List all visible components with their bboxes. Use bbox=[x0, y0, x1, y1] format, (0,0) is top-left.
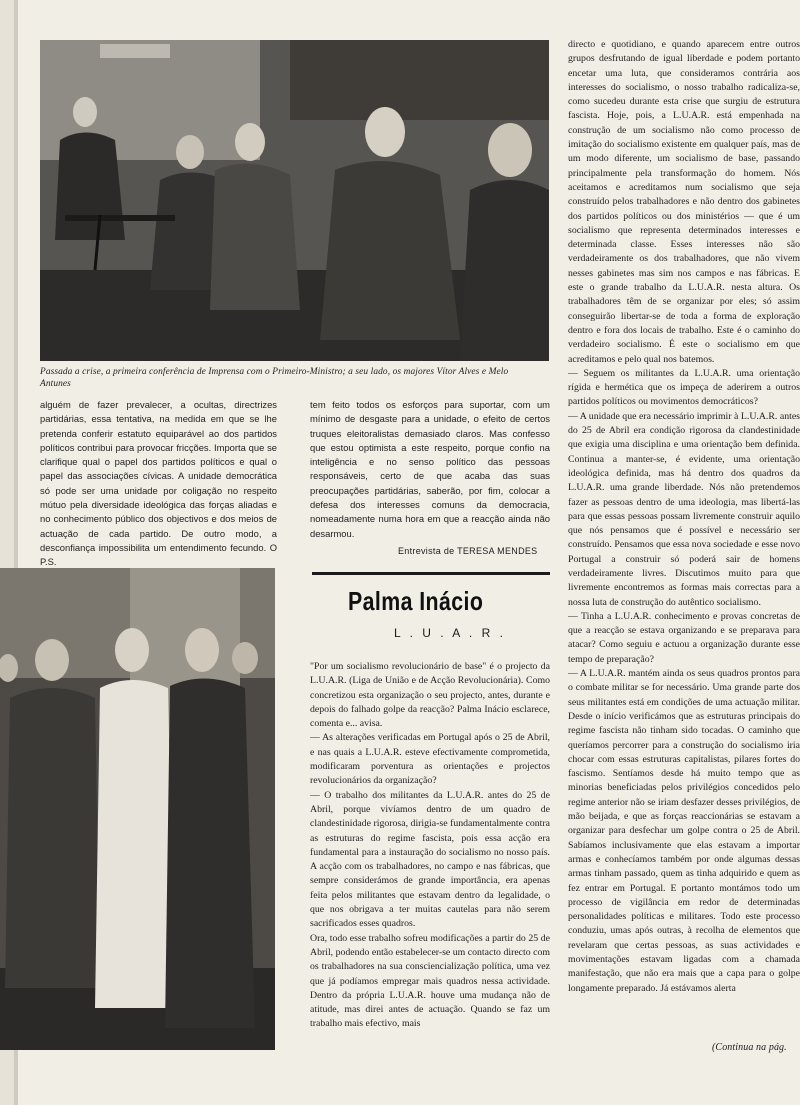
article-right-column: directo e quotidiano, e quando aparecem entre outros grupos desfrutando de igual liberdade e podem portanto encetar uma luta, que consideramos contrária aos interesses do socialismo, o nosso trabalho radicaliza-se, como sucedeu durante esta crise que surgiu de estrutura fascista. Hoje, pois, a L.U.A.R. está empenhada na construção de um socialismo não como processo de imitação do socialismo existente em qualquer país, mas de um modo diferente, um socialismo de base, passando principalmente pela transformação do homem. Nós aceitamos e acreditamos num socialismo que seja construído pelos trabalhadores e não dentro dos gabinetes dos partidos políticos ou dos ministérios — que é um socialismo que representa determinados interesses e determinada classe. Esses interesses não são verdadeiramente os dos trabalhadores, que não vivem nesses gabinetes mas sim nos campos e nas fábricas. E este o grande trabalho da L.U.A.R. nesta altura. Os trabalhadores têm de se organizar por eles; só assim conseguirão libertar-se de toda a forma de exploração dentro e fora dos locais de trabalho. Este é o caminho do verdadeiro socialismo. É este o socialismo em que acreditamos e pelo qual nos batemos. — Seguem os militantes da L.U.A.R. uma orientação rígida e hermética que os impeça de aderirem a outros partidos políticos ou movimentos democráticos? — A unidade que era necessário imprimir à L.U.A.R. antes do 25 de Abril era condição rigorosa da clandestinidade que exigia uma disciplina e uma orientação bem definida. Continua a manter-se, é evidente, uma orientação ideológica definida, mas há dentro dos quadros da L.U.A.R. uma grande liberdade. Nós não pretendemos fazer as pessoas dentro de uma ideologia, mas libertá-las para que essas pessoas possam livremente construir aquilo que nós pensamos que é possível e necessário ser construído. Pensamos que essa nova sociedade e esse novo Portugal a construir só poderá sair de homens verdadeiramente livres. Discutimos muito para que livremente encontremos as formas mais correctas para a nossa luta de construção do autêntico socialismo. — Tinha a L.U.A.R. conhecimento e provas concretas de que a reacção se estava organizando e se preparava para atacar? Como seguiu e actuou a organização durante esse tempo de preparação? — A L.U.A.R. mantém ainda os seus quadros prontos para o combate militar se for necessário. Uma grande parte dos seus militantes está em condições de uma actuação militar. Desde o início verificámos que as estruturas principais do regime fascista não tinham sido tocadas. O caminho que queríamos percorrer para a construção do socialismo iria chocar com essas estruturas capitalistas, pilares fortes do fascismo. Sentíamos desde há muito tempo que as minorias beneficiadas pelos privilégios concedidos pelo regime anterior não se iriam desfazer desses privilégios, de mão beijada, e que as forças reaccionárias se estavam a organizar para desfechar um golpe contra o 25 de Abril. Sabíamos inclusivamente que elas estavam a importar armas e conhecíamos também por onde algumas dessas armas tinham passado, quem as tinha adquirido e quem as fez entrar em Portugal. E portanto montámos todo um processo de vigilância em redor de determinadas personalidades políticas e militares. Todo este processo conduziu, umas após outras, à recolha de elementos que revelaram que certas pessoas, as suas actividades e movimentações estavam ligadas com a chamada manifestação, que não era mais que a capa para o golpe longamente preparado. Já estávamos alerta bbox=[568, 39, 800, 994]
interview-byline: Entrevista de TERESA MENDES bbox=[398, 546, 538, 556]
palma-inacio-photo bbox=[0, 568, 275, 1050]
article-body-column: "Por um socialismo revolucionário de base" é o projecto da L.U.A.R. (Liga de União e de Acção Revolucionária). Como concretizou esta organização o seu projecto, antes, durante e depois do falhado golpe da reacção? Palma Inácio esclarece, comenta e... avisa. — As alterações verificadas em Portugal após o 25 de Abril, e nas quais a L.U.A.R. esteve efectivamente comprometida, modificaram porventura as orientações e projectos revolucionários da organização? — O trabalho dos militantes da L.U.A.R. antes do 25 de Abril, porque vivíamos dentro de um quadro de clandestinidade rigorosa, dirigia-se fundamentalmente contra as estruturas do regime fascista, pois essa acção era fundamental para a instauração do socialismo no nosso país. A acção com os trabalhadores, no campo e nas fábricas, que sempre considerámos de grande importância, era apenas feita pelos militantes que estavam dentro da legalidade, o que nos obrigava a ter muitas cautelas para não serem sacrificados esses quadros. Ora, todo esse trabalho sofreu modificações a partir do 25 de Abril, podendo então estabelecer-se um contacto directo com os trabalhadores na sua consciencialização política, uma vez que já podíamos empregar mais quadros nessa actividade. Dentro da própria L.U.A.R. houve uma mudança não de atitude, mas direi antes de actuação. Quando se faz um trabalho mais efectivo, mais bbox=[310, 661, 550, 1030]
article-subhead: L . U . A . R . bbox=[394, 626, 506, 640]
officers-illustration bbox=[0, 568, 275, 1050]
press-conference-illustration bbox=[40, 40, 549, 361]
interview-column-1: alguém de fazer prevalecer, a ocultas, directrizes partidárias, essa tentativa, na medida em que se lhe pretenda conferir estatuto equiparável ao dos partidos políticos contribui para provocar fricções. Importa que se clarifique qual o papel dos partidos políticos e qual o papel das associações cívicas. A unidade democrática só pode ser uma unidade por coligação no respeito mútuo pela diversidade ideológica das forças aliadas e no conhecimento público dos objectivos e dos meios de actuação de cada partido. De outro modo, a desconfiança impossibilita um entendimento fecundo. O P.S. bbox=[40, 399, 277, 568]
article-headline: Palma Inácio bbox=[348, 586, 484, 616]
press-conference-photo bbox=[40, 40, 549, 361]
interview-column-2: tem feito todos os esforços para suportar, com um mínimo de desgaste para a unidade, o efeito de certos truques eleitoralistas demasiado claros. Mas confesso que estou optimista a este respeito, porque confio na inteligência e no senso político das pessoas responsáveis, certo de que acaba das suas preocupações partidárias, saberão, por fim, colocar a defesa dos interesses comuns da democracia, nomeadamente numa hora em que a reacção ainda não desarmou. bbox=[310, 399, 550, 539]
continued-note: (Continua na pág. bbox=[712, 1042, 787, 1053]
headline-top-rule bbox=[312, 572, 550, 575]
top-photo-caption: Passada a crise, a primeira conferência de Imprensa com o Primeiro-Ministro; a seu lado, os majores Vítor Alves e Melo Antunes bbox=[40, 367, 509, 389]
